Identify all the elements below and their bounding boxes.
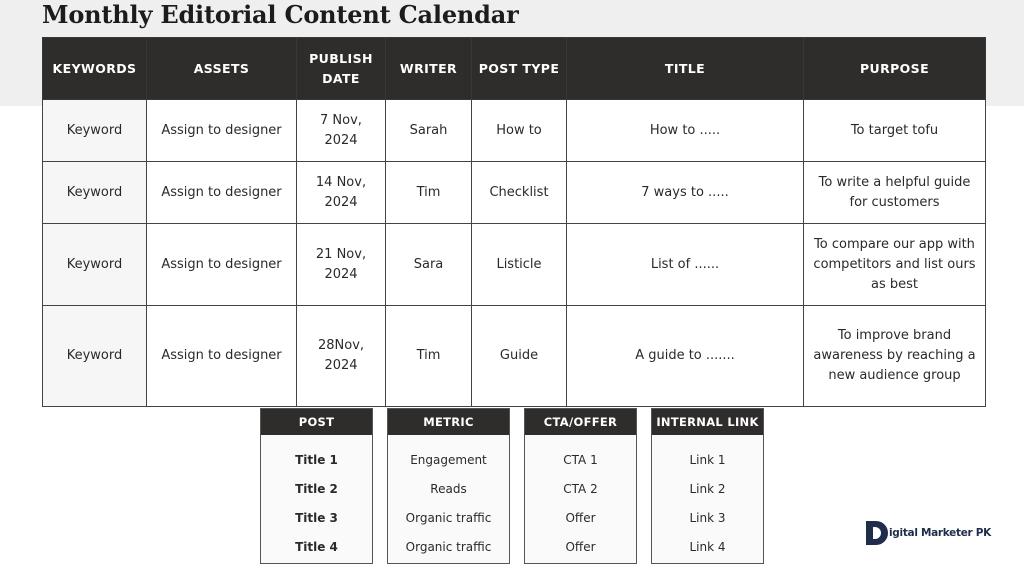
list-item: Link 1 xyxy=(689,452,726,467)
internal-link-table-header: INTERNAL LINK xyxy=(652,409,763,435)
list-item: CTA 1 xyxy=(563,452,598,467)
header-title: TITLE xyxy=(567,38,804,100)
list-item: Title 1 xyxy=(295,452,338,467)
list-item: Engagement xyxy=(410,452,487,467)
content-calendar-table xyxy=(42,37,986,407)
cta-offer-table-header: CTA/OFFER xyxy=(525,409,636,435)
header-publish-date: PUBLISH DATE xyxy=(297,38,386,100)
cell-date: 21 Nov, 2024 xyxy=(297,224,386,306)
table-header-row xyxy=(43,38,986,100)
metric-table-header: METRIC xyxy=(388,409,509,435)
cell-keyword: Keyword xyxy=(43,224,147,306)
brand-logo xyxy=(866,521,991,545)
list-item: Link 2 xyxy=(689,481,726,496)
table-row xyxy=(43,224,986,306)
cell-title: How to ..... xyxy=(567,100,804,162)
cell-post-type: Listicle xyxy=(472,224,567,306)
cell-keyword: Keyword xyxy=(43,100,147,162)
cell-purpose: To write a helpful guide for customers xyxy=(804,162,986,224)
cell-title: 7 ways to ..... xyxy=(567,162,804,224)
header-keywords: KEYWORDS xyxy=(43,38,147,100)
post-table-header: POST xyxy=(261,409,372,435)
cell-writer: Tim xyxy=(386,306,472,407)
cell-purpose: To improve brand awareness by reaching a new audience group xyxy=(804,306,986,407)
logo-d-icon xyxy=(866,521,888,545)
cell-title: List of ...... xyxy=(567,224,804,306)
header-writer: WRITER xyxy=(386,38,472,100)
cell-keyword: Keyword xyxy=(43,162,147,224)
cell-assets: Assign to designer xyxy=(147,162,297,224)
cell-keyword: Keyword xyxy=(43,306,147,407)
logo-text: igital Marketer PK xyxy=(889,527,992,539)
cell-date: 28Nov, 2024 xyxy=(297,306,386,407)
cell-post-type: How to xyxy=(472,100,567,162)
cell-date: 14 Nov, 2024 xyxy=(297,162,386,224)
header-purpose: PURPOSE xyxy=(804,38,986,100)
cell-title: A guide to ....... xyxy=(567,306,804,407)
header-post-type: POST TYPE xyxy=(472,38,567,100)
cell-post-type: Checklist xyxy=(472,162,567,224)
page-title: Monthly Editorial Content Calendar xyxy=(42,0,519,29)
cell-date: 7 Nov, 2024 xyxy=(297,100,386,162)
cell-writer: Sarah xyxy=(386,100,472,162)
list-item: Organic traffic xyxy=(405,510,492,525)
cell-purpose: To compare our app with competitors and list ours as best xyxy=(804,224,986,306)
list-item: CTA 2 xyxy=(563,481,598,496)
cell-assets: Assign to designer xyxy=(147,224,297,306)
list-item: Organic traffic xyxy=(405,539,492,554)
cell-writer: Tim xyxy=(386,162,472,224)
metric-table xyxy=(387,408,510,564)
table-row xyxy=(43,306,986,407)
list-item: Title 3 xyxy=(295,510,338,525)
list-item: Title 4 xyxy=(295,539,338,554)
header-assets: ASSETS xyxy=(147,38,297,100)
list-item: Offer xyxy=(565,539,596,554)
cta-offer-table xyxy=(524,408,637,564)
table-row xyxy=(43,100,986,162)
table-row xyxy=(43,162,986,224)
list-item: Link 3 xyxy=(689,510,726,525)
list-item: Offer xyxy=(565,510,596,525)
cell-assets: Assign to designer xyxy=(147,100,297,162)
cell-assets: Assign to designer xyxy=(147,306,297,407)
list-item: Link 4 xyxy=(689,539,726,554)
post-table xyxy=(260,408,373,564)
cell-purpose: To target tofu xyxy=(804,100,986,162)
list-item: Reads xyxy=(430,481,467,496)
internal-link-table xyxy=(651,408,764,564)
cell-writer: Sara xyxy=(386,224,472,306)
list-item: Title 2 xyxy=(295,481,338,496)
cell-post-type: Guide xyxy=(472,306,567,407)
